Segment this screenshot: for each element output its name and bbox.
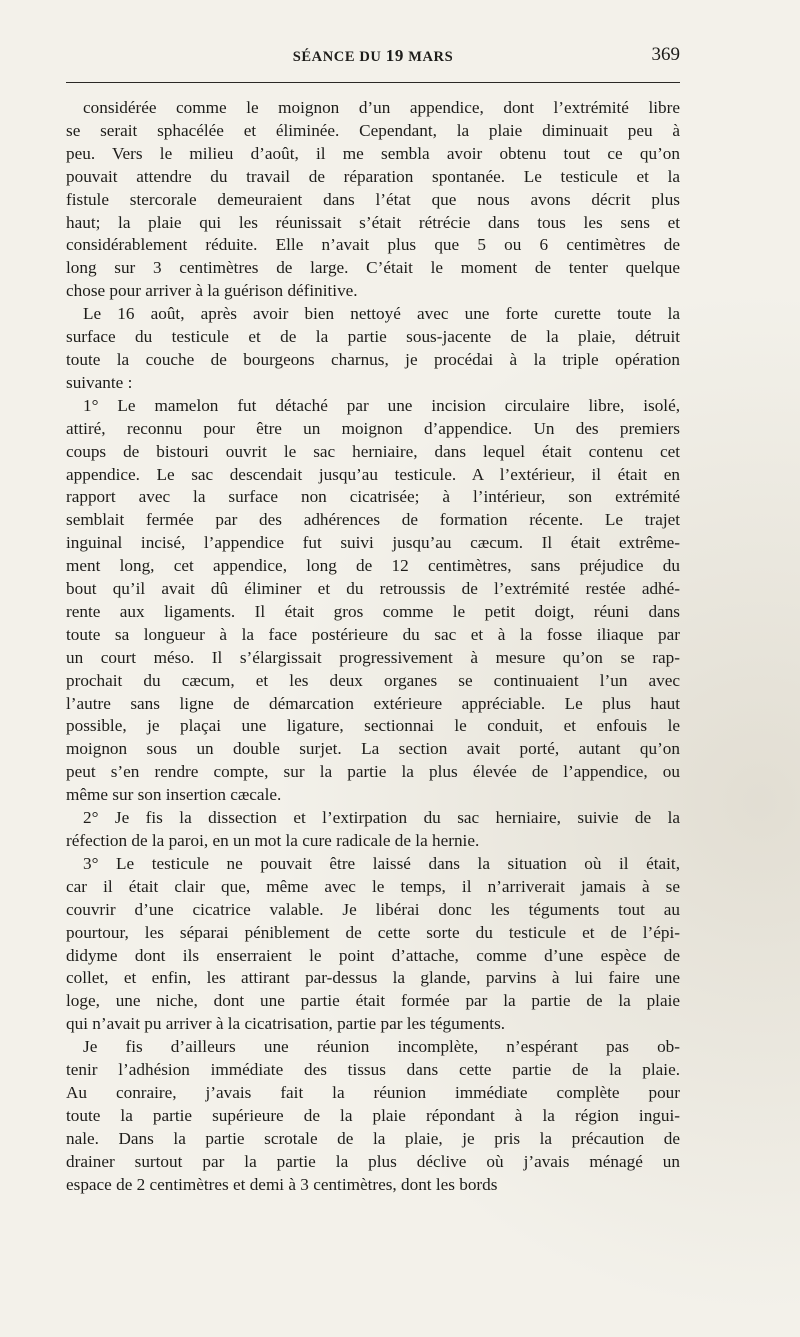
- text-line: toute sa longueur à la face postérieure du sac et à la fosse iliaque par: [66, 624, 680, 644]
- text-line: tenir l’adhésion immédiate des tissus dans cette partie de la plaie.: [66, 1060, 680, 1080]
- text-line: collet, et enfin, les attirant par-dessus la glande, parvins à lui faire une: [66, 968, 680, 988]
- text-line: rapport avec la surface non cicatrisée; à l’intérieur, son extrémité: [66, 487, 680, 507]
- text-line: fistule stercorale demeuraient dans l’état que nous avons décrit plus: [66, 189, 680, 209]
- text-line: Je fis d’ailleurs une réunion incomplète, n’espérant pas ob-: [83, 1037, 680, 1057]
- text-line: rente aux ligaments. Il était gros comme le petit doigt, réuni dans: [66, 601, 680, 621]
- body-text: [66, 97, 680, 1197]
- text-line: car il était clair que, même avec le temps, il n’arriverait jamais à se: [66, 876, 680, 896]
- text-line: couvrir d’une cicatrice valable. Je libérai donc les téguments tout au: [66, 899, 680, 919]
- text-line: Le 16 août, après avoir bien nettoyé avec une forte curette toute la: [83, 304, 680, 324]
- text-line: un court méso. Il s’élargissait progressivement à mesure qu’on se rap-: [66, 647, 680, 667]
- text-line: espace de 2 centimètres et demi à 3 centimètres, dont les bords: [66, 1174, 498, 1194]
- text-line: prochait du cæcum, et les deux organes se continuaient l’un avec: [66, 670, 680, 690]
- running-title: [66, 46, 680, 66]
- running-title-day: 19: [385, 46, 404, 65]
- text-line: 2° Je fis la dissection et l’extirpation du sac herniaire, suivie de la: [83, 808, 680, 828]
- text-line: même sur son insertion cæcale.: [66, 785, 282, 805]
- text-line: suivante :: [66, 372, 133, 392]
- text-line: qui n’avait pu arriver à la cicatrisation, partie par les téguments.: [66, 1014, 506, 1034]
- text-line: didyme dont ils enserraient le point d’attache, comme d’une espèce de: [66, 945, 680, 965]
- paragraph: [66, 853, 680, 1036]
- text-line: haut; la plaie qui les réunissait s’était rétrécie dans tous les sens et: [66, 212, 680, 232]
- text-line: toute la couche de bourgeons charnus, je procédai à la triple opération: [66, 349, 680, 369]
- paragraph: [66, 807, 680, 853]
- paragraph: [66, 395, 680, 807]
- text-line: peu. Vers le milieu d’août, il me sembla avoir obtenu tout ce qu’on: [66, 143, 680, 163]
- text-line: Au conraire, j’avais fait la réunion immédiate complète pour: [66, 1082, 680, 1102]
- text-line: peut s’en rendre compte, sur la partie la plus élevée de l’appendice, ou: [66, 762, 680, 782]
- paragraph: [66, 97, 680, 303]
- text-line: bout qu’il avait dû éliminer et du retroussis de l’extrémité restée adhé-: [66, 579, 680, 599]
- text-line: loge, une niche, dont une partie était formée par la partie de la plaie: [66, 991, 680, 1011]
- text-line: pouvait attendre du travail de réparation spontanée. Le testicule et la: [66, 166, 680, 186]
- header-rule: [66, 82, 680, 83]
- text-line: coups de bistouri ouvrit le sac herniaire, dans lequel était contenu cet: [66, 441, 680, 461]
- text-line: nale. Dans la partie scrotale de la plaie, je pris la précaution de: [66, 1128, 680, 1148]
- text-line: ment long, cet appendice, long de 12 centimètres, sans préjudice du: [66, 556, 680, 576]
- text-line: réfection de la paroi, en un mot la cure radicale de la hernie.: [66, 831, 480, 850]
- text-line: possible, je plaçai une ligature, sectionnai le conduit, et enfouis le: [66, 716, 680, 736]
- text-line: drainer surtout par la partie la plus déclive où j’avais ménagé un: [66, 1151, 680, 1171]
- text-line: surface du testicule et de la partie sous-jacente de la plaie, détruit: [66, 327, 680, 347]
- text-line: attiré, reconnu pour être un moignon d’appendice. Un des premiers: [66, 418, 680, 438]
- running-title-prefix: SÉANCE DU: [292, 49, 382, 65]
- text-line: long sur 3 centimètres de large. C’était le moment de tenter quelque: [66, 258, 680, 278]
- paragraph: [66, 303, 680, 395]
- text-line: toute la partie supérieure de la plaie répondant à la région ingui-: [66, 1105, 680, 1125]
- text-line: semblait fermée par des adhérences de formation récente. Le trajet: [66, 510, 680, 530]
- text-line: moignon sous un double surjet. La section avait porté, autant qu’on: [66, 739, 680, 759]
- text-line: chose pour arriver à la guérison définitive.: [66, 281, 358, 301]
- text-line: pourtour, les séparai péniblement de cette sorte du testicule et de l’épi-: [66, 922, 680, 942]
- paragraph: [66, 1036, 680, 1196]
- text-line: considérablement réduite. Elle n’avait plus que 5 ou 6 centimètres de: [66, 235, 680, 255]
- text-line: l’autre sans ligne de démarcation extérieure appréciable. Le plus haut: [66, 693, 680, 713]
- running-head: [66, 44, 680, 72]
- text-line: appendice. Le sac descendait jusqu’au testicule. A l’extérieur, il était en: [66, 464, 680, 484]
- text-line: considérée comme le moignon d’un appendice, dont l’extrémité libre: [83, 98, 680, 117]
- text-line: inguinal incisé, l’appendice fut suivi jusqu’au cæcum. Il était extrême-: [66, 533, 680, 553]
- page-number: 369: [651, 44, 680, 65]
- running-title-month: MARS: [408, 49, 454, 65]
- text-line: 1° Le mamelon fut détaché par une incision circulaire libre, isolé,: [83, 395, 680, 415]
- text-line: se serait sphacélée et éliminée. Cependant, la plaie diminuait peu à: [66, 120, 680, 140]
- text-line: 3° Le testicule ne pouvait être laissé dans la situation où il était,: [83, 853, 680, 873]
